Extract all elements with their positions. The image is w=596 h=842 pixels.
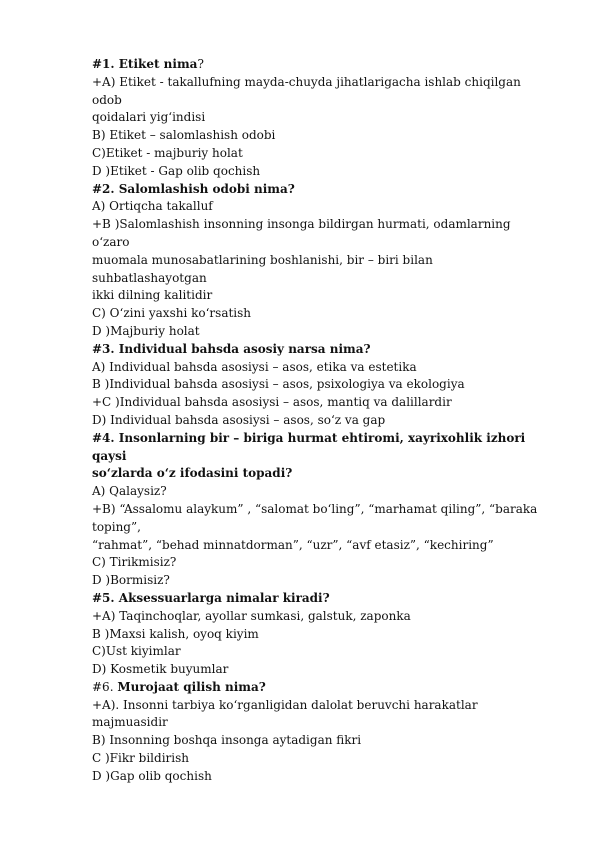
- text-line: [92, 181, 562, 199]
- text-line: [92, 145, 562, 163]
- text-line: [92, 323, 562, 341]
- text: B) Etiket – salomlashish odobi: [92, 128, 276, 143]
- text: D )Majburiy holat: [92, 323, 200, 338]
- text: ikki dilning kalitidir: [92, 288, 213, 303]
- text: C) O‘zini yaxshi ko‘rsatish: [92, 306, 252, 321]
- bold-text: #3. Individual bahsda asosiy narsa nima?: [92, 341, 371, 356]
- text-line: [92, 714, 562, 732]
- text: A) Qalaysiz?: [92, 484, 167, 499]
- text-line: [92, 679, 562, 697]
- bold-text: qaysi: [92, 448, 127, 463]
- text: D )Etiket - Gap olib qochish: [92, 163, 261, 178]
- text-line: [92, 163, 562, 181]
- bold-text: #1. Etiket nima: [92, 57, 198, 71]
- text-line: [92, 750, 562, 768]
- text: suhbatlashayotgan: [92, 270, 207, 285]
- text-line: [92, 216, 562, 234]
- text: +C )Individual bahsda asosiysi – asos, mantiq va dalillardir: [92, 395, 452, 410]
- text: +A) Taqinchoqlar, ayollar sumkasi, galstuk, zaponka: [92, 608, 411, 623]
- text-line: [92, 376, 562, 394]
- text: +B )Salomlashish insonning insonga bildirgan hurmati, odamlarning: [92, 217, 511, 232]
- text-line: [92, 465, 562, 483]
- text-line: [92, 56, 562, 74]
- bold-text: Murojaat qilish nima?: [117, 679, 266, 694]
- text: D) Kosmetik buyumlar: [92, 662, 229, 677]
- text: D )Gap olib qochish: [92, 768, 212, 783]
- text: o‘zaro: [92, 234, 130, 249]
- text-line: [92, 732, 562, 750]
- text: qoidalari yig‘indisi: [92, 110, 206, 125]
- text-line: [92, 305, 562, 323]
- text-line: [92, 92, 562, 110]
- text: A) Ortiqcha takalluf: [92, 199, 213, 214]
- text: C )Fikr bildirish: [92, 751, 190, 766]
- text-line: [92, 287, 562, 305]
- text-line: [92, 643, 562, 661]
- text: +A) Etiket - takallufning mayda-chuyda jihatlarigacha ishlab chiqilgan: [92, 74, 521, 89]
- text: majmuasidir: [92, 715, 168, 730]
- text: +B) “Assalomu alaykum” , “salomat bo‘ling”, “marhamat qiling”, “baraka: [92, 501, 538, 516]
- text-line: [92, 127, 562, 145]
- text-line: [92, 359, 562, 377]
- text: B )Individual bahsda asosiysi – asos, psixologiya va ekologiya: [92, 377, 465, 392]
- text-line: [92, 252, 562, 270]
- text-line: [92, 270, 562, 288]
- text: B )Maxsi kalish, oyoq kiyim: [92, 626, 259, 641]
- text: D )Bormisiz?: [92, 573, 170, 588]
- text-line: [92, 768, 562, 786]
- text-line: [92, 394, 562, 412]
- text: muomala munosabatlarining boshlanishi, bir – biri bilan: [92, 252, 433, 267]
- text: A) Individual bahsda asosiysi – asos, etika va estetika: [92, 359, 417, 374]
- bold-text: #4. Insonlarning bir – biriga hurmat ehtiromi, xayrixohlik izhori: [92, 430, 526, 445]
- text-line: [92, 572, 562, 590]
- bold-text: #2. Salomlashish odobi nima?: [92, 181, 295, 196]
- text: odob: [92, 92, 122, 107]
- text-line: [92, 608, 562, 626]
- text: D) Individual bahsda asosiysi – asos, so‘z va gap: [92, 412, 386, 427]
- text-line: [92, 626, 562, 644]
- text-line: [92, 198, 562, 216]
- text-line: [92, 501, 562, 519]
- text-line: [92, 448, 562, 466]
- text-line: [92, 341, 562, 359]
- text-line: [92, 519, 562, 537]
- text: +A). Insonni tarbiya ko‘rganligidan dalolat beruvchi harakatlar: [92, 697, 478, 712]
- text-line: [92, 590, 562, 608]
- bold-text: so‘zlarda o‘z ifodasini topadi?: [92, 466, 293, 481]
- text-line: [92, 537, 562, 555]
- text-line: [92, 483, 562, 501]
- text: toping”,: [92, 519, 141, 534]
- text-line: [92, 554, 562, 572]
- text-line: [92, 74, 562, 92]
- text-line: [92, 430, 562, 448]
- quiz-text: [92, 56, 562, 786]
- text: ?: [197, 57, 204, 71]
- text: C)Ust kiyimlar: [92, 644, 181, 659]
- text: “rahmat”, “behad minnatdorman”, “uzr”, “avf etasiz”, “kechiring”: [92, 537, 494, 552]
- text: B) Insonning boshqa insonga aytadigan fikri: [92, 733, 362, 748]
- text-line: [92, 234, 562, 252]
- text-line: [92, 412, 562, 430]
- text: #6.: [92, 679, 118, 694]
- text-line: [92, 661, 562, 679]
- text: C) Tirikmisiz?: [92, 555, 177, 570]
- bold-text: #5. Aksessuarlarga nimalar kiradi?: [92, 590, 330, 605]
- text-line: [92, 697, 562, 715]
- text-line: [92, 109, 562, 127]
- text: C)Etiket - majburiy holat: [92, 145, 243, 160]
